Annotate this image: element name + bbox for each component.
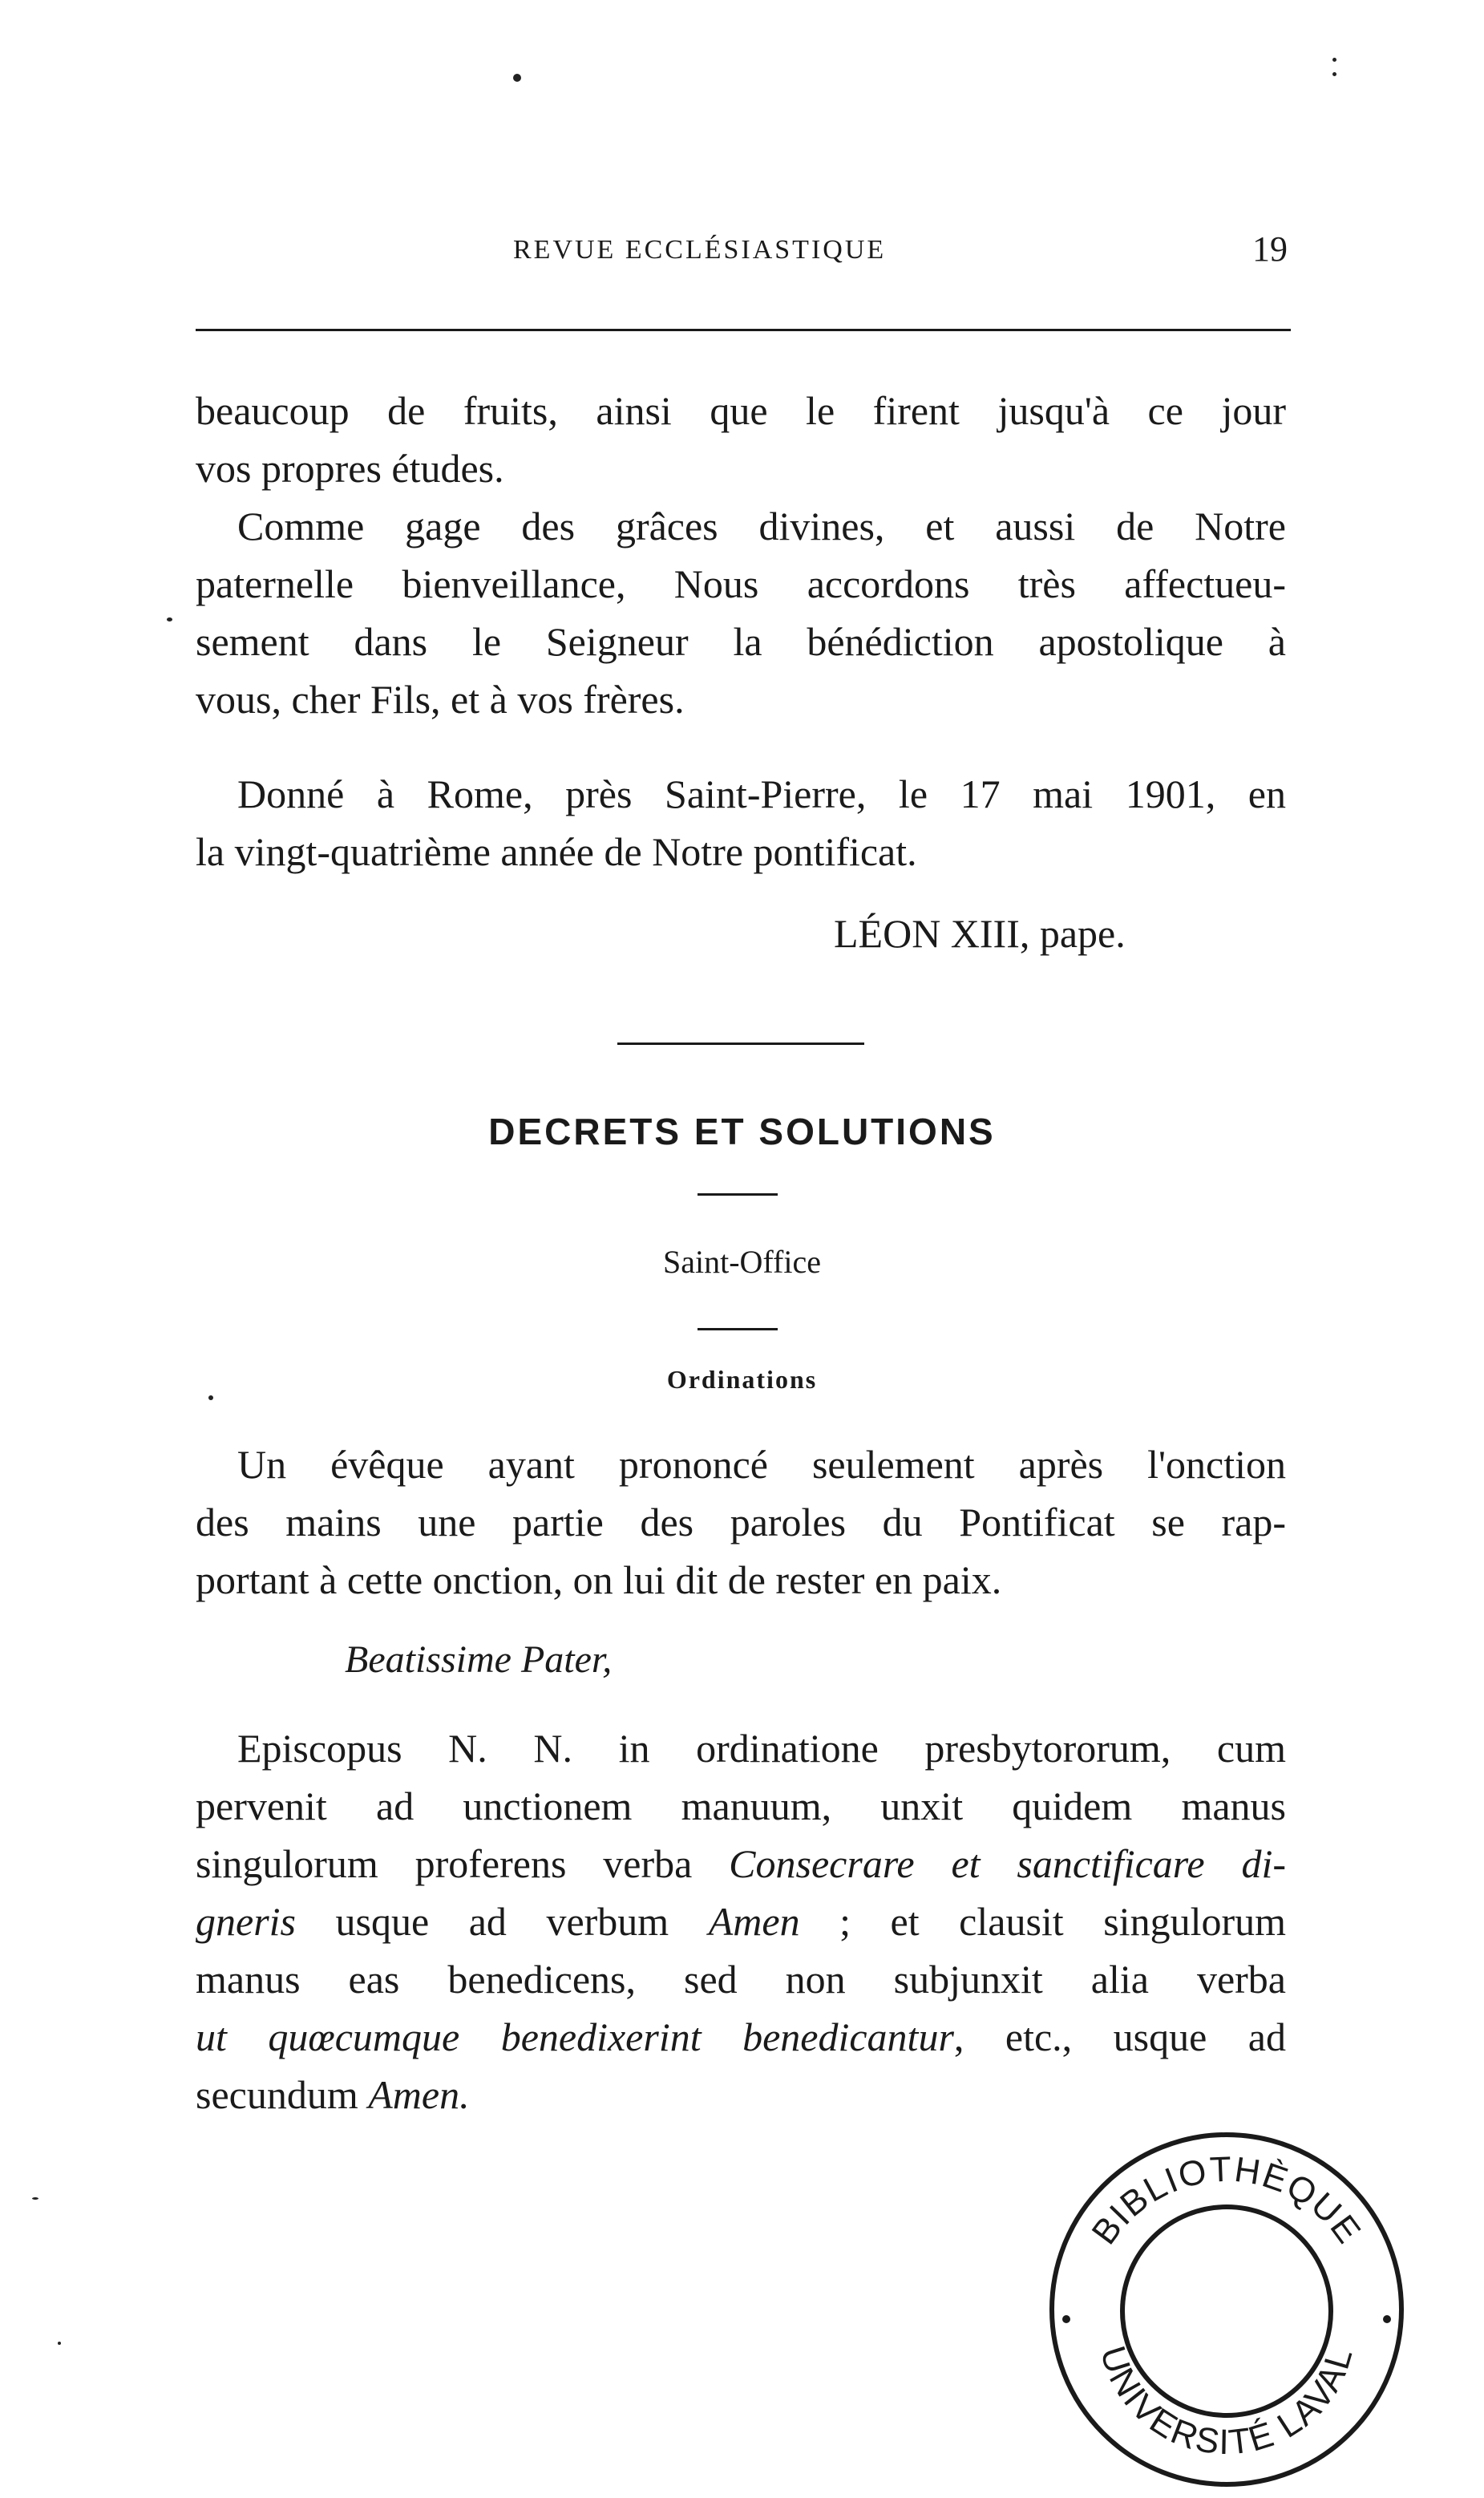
running-head-title: REVUE ECCLÉSIASTIQUE bbox=[513, 235, 887, 265]
text-span: usque ad verbum bbox=[296, 1899, 709, 1944]
minor-title: Ordinations bbox=[666, 1365, 818, 1394]
text-line: paternelle bienveillance, Nous accordons très affectueu- bbox=[196, 561, 1286, 606]
italic-span: Consecrare et sanctificare di- bbox=[729, 1841, 1286, 1886]
salutation: Beatissime Pater, bbox=[345, 1638, 613, 1681]
scan-speck bbox=[167, 617, 172, 621]
text-line: des mains une partie des paroles du Pontificat se rap- bbox=[196, 1500, 1286, 1545]
signature: LÉON XIII, pape. bbox=[834, 911, 1126, 956]
text-line: vos propres études. bbox=[196, 446, 504, 491]
text-line: manus eas benedicens, sed non subjunxit alia verba bbox=[196, 1957, 1286, 2002]
scan-speck bbox=[513, 74, 521, 82]
section-separator bbox=[617, 1043, 864, 1045]
text-line: la vingt-quatrième année de Notre pontificat. bbox=[196, 829, 917, 874]
stamp-top-text: BIBLIOTHÈQUE bbox=[1084, 2149, 1369, 2252]
text-span: , etc., usque ad bbox=[953, 2014, 1286, 2059]
text-span: singulorum proferens verba bbox=[196, 1841, 730, 1886]
text-line bbox=[196, 2008, 1286, 2066]
stamp-graphic bbox=[1042, 2125, 1411, 2494]
svg-text:UNIVERSITÉ LAVAL bbox=[1093, 2342, 1361, 2462]
text-line bbox=[196, 1893, 1286, 1950]
text-line: Donné à Rome, près Saint-Pierre, le 17 mai 1901, en bbox=[237, 771, 1286, 816]
text-line: Comme gage des grâces divines, et aussi de Notre bbox=[237, 504, 1286, 549]
section-title: DECRETS ET SOLUTIONS bbox=[488, 1111, 996, 1152]
section-subtitle: Saint-Office bbox=[663, 1244, 821, 1280]
text-line: sement dans le Seigneur la bénédiction apostolique à bbox=[196, 619, 1286, 664]
text-line bbox=[196, 1835, 1286, 1893]
italic-span: Amen. bbox=[368, 2072, 470, 2117]
stamp-bottom-text: UNIVERSITÉ LAVAL bbox=[1092, 2342, 1361, 2463]
text-line: portant à cette onction, on lui dit de rester en paix. bbox=[196, 1557, 1002, 1602]
text-line: pervenit ad unctionem manuum, unxit quidem manus bbox=[196, 1783, 1286, 1828]
scan-speck bbox=[32, 2197, 38, 2200]
italic-span: gneris bbox=[196, 1899, 296, 1944]
text-line: Episcopus N. N. in ordinatione presbytororum, cum bbox=[237, 1726, 1286, 1771]
text-span: secundum bbox=[196, 2072, 369, 2117]
header-rule bbox=[196, 329, 1291, 331]
scan-speck bbox=[58, 2342, 61, 2345]
text-span: ; et clausit singulorum bbox=[799, 1899, 1287, 1944]
library-stamp bbox=[1042, 2125, 1411, 2494]
short-rule bbox=[698, 1193, 778, 1196]
short-rule bbox=[698, 1328, 778, 1330]
text-line bbox=[196, 2066, 1286, 2124]
running-head bbox=[0, 229, 1484, 277]
text-line: vous, cher Fils, et à vos frères. bbox=[196, 677, 685, 722]
scan-speck bbox=[208, 1395, 213, 1400]
text-line: beaucoup de fruits, ainsi que le firent jusqu'à ce jour bbox=[196, 388, 1286, 433]
page-number: 19 bbox=[1252, 229, 1288, 269]
scan-speck bbox=[1332, 58, 1336, 62]
italic-span: Amen bbox=[708, 1899, 800, 1944]
text-line: Un évêque ayant prononcé seulement après l'onction bbox=[237, 1442, 1286, 1487]
scan-speck bbox=[1332, 72, 1336, 76]
italic-span: ut quœcumque benedixerint benedicantur bbox=[196, 2014, 954, 2059]
